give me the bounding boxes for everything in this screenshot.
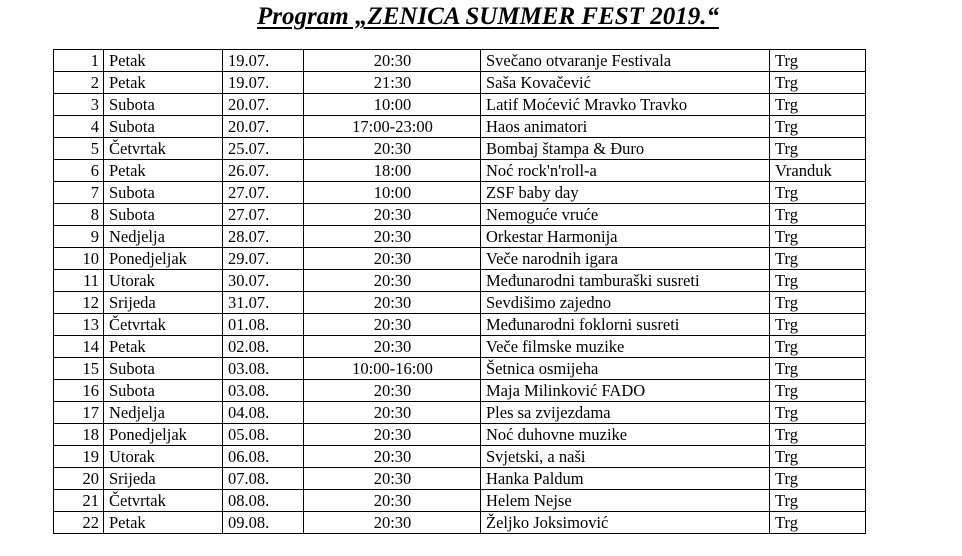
table-row xyxy=(54,468,866,490)
row-time: 10:00 xyxy=(304,94,481,116)
row-day: Subota xyxy=(104,204,223,226)
row-event: Šetnica osmijeha xyxy=(481,358,770,380)
row-number: 12 xyxy=(54,292,104,314)
table-row xyxy=(54,50,866,72)
row-day: Subota xyxy=(104,358,223,380)
row-number: 10 xyxy=(54,248,104,270)
row-event: Svjetski, a naši xyxy=(481,446,770,468)
row-event: Bombaj štampa & Đuro xyxy=(481,138,770,160)
row-time: 20:30 xyxy=(304,424,481,446)
row-place: Trg xyxy=(770,468,866,490)
row-place: Trg xyxy=(770,116,866,138)
row-time: 10:00 xyxy=(304,182,481,204)
table-row xyxy=(54,226,866,248)
row-time: 20:30 xyxy=(304,292,481,314)
row-event: Veče filmske muzike xyxy=(481,336,770,358)
table-row xyxy=(54,94,866,116)
row-event: Hanka Paldum xyxy=(481,468,770,490)
row-number: 9 xyxy=(54,226,104,248)
row-place: Trg xyxy=(770,270,866,292)
row-place: Trg xyxy=(770,292,866,314)
table-row xyxy=(54,358,866,380)
row-event: Orkestar Harmonija xyxy=(481,226,770,248)
row-date: 31.07. xyxy=(223,292,304,314)
row-event: Međunarodni tamburaški susreti xyxy=(481,270,770,292)
row-event: Haos animatori xyxy=(481,116,770,138)
row-date: 09.08. xyxy=(223,512,304,534)
row-date: 03.08. xyxy=(223,380,304,402)
row-number: 18 xyxy=(54,424,104,446)
row-event: Veče narodnih igara xyxy=(481,248,770,270)
row-day: Subota xyxy=(104,380,223,402)
row-place: Trg xyxy=(770,94,866,116)
row-date: 27.07. xyxy=(223,182,304,204)
row-time: 17:00-23:00 xyxy=(304,116,481,138)
row-day: Utorak xyxy=(104,446,223,468)
row-day: Četvrtak xyxy=(104,490,223,512)
row-date: 26.07. xyxy=(223,160,304,182)
row-number: 11 xyxy=(54,270,104,292)
row-day: Petak xyxy=(104,512,223,534)
table-row xyxy=(54,72,866,94)
row-event: Međunarodni foklorni susreti xyxy=(481,314,770,336)
table-row xyxy=(54,512,866,534)
row-date: 28.07. xyxy=(223,226,304,248)
row-day: Ponedjeljak xyxy=(104,248,223,270)
table-row xyxy=(54,336,866,358)
row-date: 07.08. xyxy=(223,468,304,490)
row-event: Ples sa zvijezdama xyxy=(481,402,770,424)
row-date: 03.08. xyxy=(223,358,304,380)
row-place: Trg xyxy=(770,204,866,226)
row-day: Četvrtak xyxy=(104,314,223,336)
row-place: Trg xyxy=(770,402,866,424)
row-place: Trg xyxy=(770,380,866,402)
row-place: Vranduk xyxy=(770,160,866,182)
row-number: 17 xyxy=(54,402,104,424)
row-day: Srijeda xyxy=(104,292,223,314)
row-place: Trg xyxy=(770,446,866,468)
row-time: 20:30 xyxy=(304,138,481,160)
row-event: Nemoguće vruće xyxy=(481,204,770,226)
program-table-body xyxy=(54,50,866,534)
row-event: Sevdišimo zajedno xyxy=(481,292,770,314)
row-date: 19.07. xyxy=(223,50,304,72)
page-title-text: Program „ZENICA SUMMER FEST 2019.“ xyxy=(257,3,719,30)
row-place: Trg xyxy=(770,424,866,446)
row-time: 20:30 xyxy=(304,336,481,358)
row-day: Petak xyxy=(104,160,223,182)
table-row xyxy=(54,402,866,424)
program-table xyxy=(53,49,866,534)
row-number: 3 xyxy=(54,94,104,116)
row-day: Petak xyxy=(104,50,223,72)
row-date: 02.08. xyxy=(223,336,304,358)
row-date: 19.07. xyxy=(223,72,304,94)
row-number: 6 xyxy=(54,160,104,182)
row-event: Maja Milinković FADO xyxy=(481,380,770,402)
row-number: 13 xyxy=(54,314,104,336)
row-date: 25.07. xyxy=(223,138,304,160)
table-row xyxy=(54,182,866,204)
row-place: Trg xyxy=(770,336,866,358)
row-date: 08.08. xyxy=(223,490,304,512)
row-date: 20.07. xyxy=(223,94,304,116)
row-time: 20:30 xyxy=(304,204,481,226)
row-number: 8 xyxy=(54,204,104,226)
row-time: 20:30 xyxy=(304,490,481,512)
row-event: Saša Kovačević xyxy=(481,72,770,94)
row-day: Subota xyxy=(104,94,223,116)
row-event: Svečano otvaranje Festivala xyxy=(481,50,770,72)
row-event: Željko Joksimović xyxy=(481,512,770,534)
row-number: 7 xyxy=(54,182,104,204)
page-title xyxy=(0,0,962,34)
row-time: 10:00-16:00 xyxy=(304,358,481,380)
row-time: 20:30 xyxy=(304,446,481,468)
row-event: Helem Nejse xyxy=(481,490,770,512)
row-event: Latif Moćević Mravko Travko xyxy=(481,94,770,116)
table-row xyxy=(54,270,866,292)
row-date: 30.07. xyxy=(223,270,304,292)
row-number: 22 xyxy=(54,512,104,534)
table-row xyxy=(54,446,866,468)
table-row xyxy=(54,292,866,314)
row-day: Petak xyxy=(104,72,223,94)
row-date: 06.08. xyxy=(223,446,304,468)
row-number: 16 xyxy=(54,380,104,402)
row-time: 20:30 xyxy=(304,50,481,72)
row-place: Trg xyxy=(770,138,866,160)
row-number: 15 xyxy=(54,358,104,380)
row-number: 19 xyxy=(54,446,104,468)
row-date: 29.07. xyxy=(223,248,304,270)
row-time: 20:30 xyxy=(304,402,481,424)
row-place: Trg xyxy=(770,50,866,72)
table-row xyxy=(54,116,866,138)
row-date: 20.07. xyxy=(223,116,304,138)
row-day: Nedjelja xyxy=(104,402,223,424)
row-day: Srijeda xyxy=(104,468,223,490)
row-place: Trg xyxy=(770,72,866,94)
row-time: 20:30 xyxy=(304,226,481,248)
row-time: 20:30 xyxy=(304,314,481,336)
row-place: Trg xyxy=(770,512,866,534)
row-number: 5 xyxy=(54,138,104,160)
row-event: ZSF baby day xyxy=(481,182,770,204)
row-number: 14 xyxy=(54,336,104,358)
row-place: Trg xyxy=(770,314,866,336)
table-row xyxy=(54,204,866,226)
row-day: Utorak xyxy=(104,270,223,292)
row-number: 20 xyxy=(54,468,104,490)
row-place: Trg xyxy=(770,358,866,380)
row-place: Trg xyxy=(770,248,866,270)
row-date: 04.08. xyxy=(223,402,304,424)
row-number: 21 xyxy=(54,490,104,512)
table-row xyxy=(54,380,866,402)
row-time: 20:30 xyxy=(304,248,481,270)
row-day: Četvrtak xyxy=(104,138,223,160)
row-day: Subota xyxy=(104,182,223,204)
row-place: Trg xyxy=(770,182,866,204)
row-place: Trg xyxy=(770,226,866,248)
row-number: 2 xyxy=(54,72,104,94)
row-date: 01.08. xyxy=(223,314,304,336)
table-row xyxy=(54,248,866,270)
table-row xyxy=(54,314,866,336)
row-time: 21:30 xyxy=(304,72,481,94)
row-time: 20:30 xyxy=(304,468,481,490)
row-day: Subota xyxy=(104,116,223,138)
row-day: Petak xyxy=(104,336,223,358)
row-time: 18:00 xyxy=(304,160,481,182)
table-row xyxy=(54,160,866,182)
row-place: Trg xyxy=(770,490,866,512)
row-day: Ponedjeljak xyxy=(104,424,223,446)
row-date: 05.08. xyxy=(223,424,304,446)
row-number: 1 xyxy=(54,50,104,72)
table-row xyxy=(54,424,866,446)
row-date: 27.07. xyxy=(223,204,304,226)
row-time: 20:30 xyxy=(304,512,481,534)
row-event: Noć duhovne muzike xyxy=(481,424,770,446)
row-time: 20:30 xyxy=(304,380,481,402)
row-event: Noć rock'n'roll-a xyxy=(481,160,770,182)
table-row xyxy=(54,490,866,512)
row-time: 20:30 xyxy=(304,270,481,292)
row-number: 4 xyxy=(54,116,104,138)
table-row xyxy=(54,138,866,160)
row-day: Nedjelja xyxy=(104,226,223,248)
